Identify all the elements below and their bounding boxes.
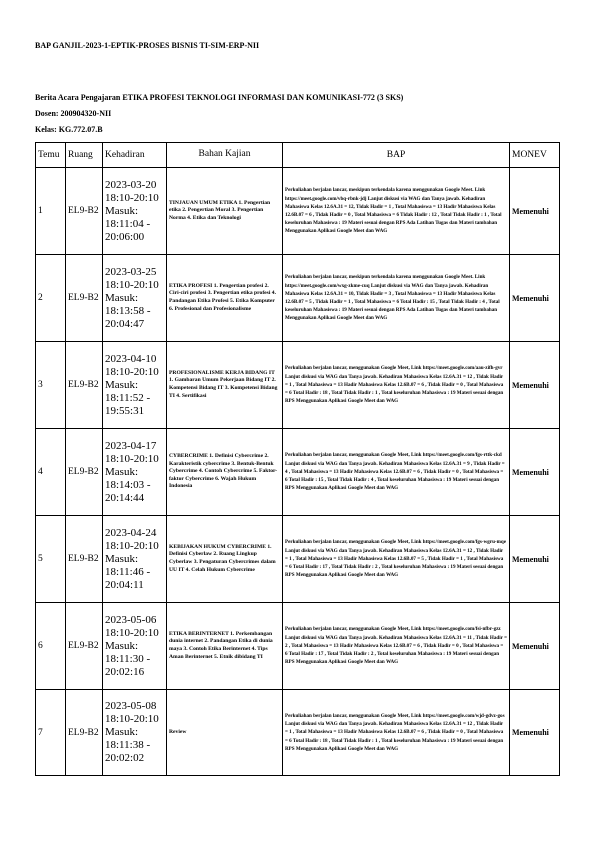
cell-bap: Perkuliahan berjalan lancar, menggunakan Google Meet, Link https://meet.google.com/fgs-rttk-ckd Lanjut diskusi via WAG dan Tanya jawab. Kehadiran Mahasiswa Kelas 12.6A.31 = 9 , Tidak Hadir = 4 , Total Mahasiswa = 13 Hadir Mahasiswa Kelas 12.6B.07 = 6 , Tidak Hadir = 0 , Total Mahasiswa = 6 Total Hadir : 15 , Total Tidak Hadir : 4 , Total keseluruhan Mahasiswa : 19 Materi sesuai dengan RPS Menggunakan Aplikasi Google Meet dan WAG (283, 429, 510, 516)
keluar-time: 20:06:00 (105, 230, 145, 243)
cell-ruang: EL9-B2 (66, 603, 103, 690)
session-time: 18:10-20:10 (105, 365, 159, 378)
table-row (36, 429, 560, 516)
cell-temu: 5 (36, 516, 66, 603)
cell-ruang: EL9-B2 (66, 516, 103, 603)
cell-kehadiran (103, 168, 167, 255)
session-time: 18:10-20:10 (105, 539, 159, 552)
masuk-label: Masuk: (105, 204, 138, 217)
session-date: 2023-03-25 (105, 265, 157, 278)
cell-kehadiran (103, 429, 167, 516)
masuk-time: 18:11:46 - (105, 565, 151, 578)
session-date: 2023-03-20 (105, 178, 157, 191)
cell-bahan-kajian: Review (167, 690, 283, 776)
table-row (36, 168, 560, 255)
cell-ruang: EL9-B2 (66, 342, 103, 429)
cell-temu: 4 (36, 429, 66, 516)
masuk-label: Masuk: (105, 291, 138, 304)
cell-monev: Memenuhi (510, 168, 560, 255)
cell-bahan-kajian: ETIKA BERINTERNET 1. Perkembangan dunia internet 2. Pandangan Etika di dunia maya 3. Contoh Etika Berinternet 4. Tips Aman Berinternet 5. Etnik dibidang TI (167, 603, 283, 690)
masuk-time: 18:11:30 - (105, 652, 151, 665)
session-date: 2023-04-10 (105, 352, 157, 365)
cell-kehadiran (103, 690, 167, 776)
cell-bahan-kajian: TINJAUAN UMUM ETIKA 1. Pengertian etika 2. Pengertian Moral 3. Pengertian Norma 4. Etika dan Teknologi (167, 168, 283, 255)
session-date: 2023-05-06 (105, 613, 157, 626)
masuk-time: 18:11:52 - (105, 391, 151, 404)
cell-kehadiran (103, 255, 167, 342)
session-time: 18:10-20:10 (105, 278, 159, 291)
session-date: 2023-04-17 (105, 439, 157, 452)
session-date: 2023-04-24 (105, 526, 157, 539)
cell-bahan-kajian: ETIKA PROFESI 1. Pengertian profesi 2. Ciri-ciri profesi 3. Pengertian etika profesi 4. Pandangan Etika Profesi 5. Etika Komputer 6. Profesional dan Profesionalisme (167, 255, 283, 342)
cell-monev: Memenuhi (510, 690, 560, 776)
cell-bap: Perkuliahan berjalan lancar, menggunakan Google Meet, Link https://meet.google.com/wjd-gdvz-gos Lanjut diskusi via WAG dan Tanya jawab. Kehadiran Mahasiswa Kelas 12.6A.31 = 12 , Tidak Hadir = 1 , Total Mahasiswa = 13 Hadir Mahasiswa Kelas 12.6B.07 = 6 , Tidak Hadir = 0 , Total Mahasiswa = 6 Total Hadir : 18 , Total Tidak Hadir : 1 , Total keseluruhan Mahasiswa : 19 Materi sesuai dengan RPS Menggunakan Aplikasi Google Meet dan WAG (283, 690, 510, 776)
session-time: 18:10-20:10 (105, 191, 159, 204)
cell-temu: 6 (36, 603, 66, 690)
cell-kehadiran (103, 342, 167, 429)
cell-monev: Memenuhi (510, 603, 560, 690)
masuk-label: Masuk: (105, 465, 138, 478)
cell-temu: 2 (36, 255, 66, 342)
cell-bahan-kajian: CYBERCRIME 1. Definisi Cybercrime 2. Karakteristik cybercrime 3. Bentuk-Bentuk Cybercrime 4. Contoh Cybercrime 5. Faktor-faktor Cybercrime 6. Wajah Hukum Indonesia (167, 429, 283, 516)
masuk-time: 18:13:58 - (105, 304, 151, 317)
class-code: Kelas: KG.772.07.B (35, 125, 103, 134)
session-time: 18:10-20:10 (105, 713, 159, 725)
keluar-time: 20:04:47 (105, 317, 145, 330)
keluar-time: 20:04:11 (105, 578, 144, 591)
masuk-label: Masuk: (105, 639, 138, 652)
cell-bap: Perkuliahan berjalan lancar, meskipun terkendala karena menggunakan Google Meet. Link https://meet.google.com/wxg-zkme-cuq Lanjut diskusi via WAG dan Tanya jawab. Kehadiran Mahasiswa Kelas 12.6A.31 = 10, Tidak Hadir = 3 , Total Mahasiswa = 13 Hadir Mahasiswa Kelas 12.6B.07 = 5 , Tidak Hadir = 1 , Total Mahasiswa = 6 Total Hadir : 15 , Total Tidak Hadir : 4 , Total keseluruhan Mahasiswa : 19 Materi sesuai dengan RPS Ada Latihan Tugas dan Materi tambahan Menggunakan Aplikasi Google Meet dan WAG (283, 255, 510, 342)
cell-kehadiran (103, 516, 167, 603)
table-row (36, 342, 560, 429)
cell-ruang: EL9-B2 (66, 255, 103, 342)
cell-bahan-kajian: PROFESIONALISME KERJA BIDANG IT 1. Gambaran Umum Pekerjaan Bidang IT 2. Kompetensi Bidang IT 3. Kompetensi Bidang TI 4. Sertifikasi (167, 342, 283, 429)
bap-table (35, 142, 560, 776)
cell-bap: Perkuliahan berjalan lancar, menggunakan Google Meet, Link https://meet.google.com/fsi-nfbr-gzz Lanjut diskusi via WAG dan Tanya jawab. Kehadiran Mahasiswa Kelas 12.6A.31 = 11 , Tidak Hadir = 2 , Total Mahasiswa = 13 Hadir Mahasiswa Kelas 12.6B.07 = 6 , Tidak Hadir = 0 , Total Mahasiswa = 6 Total Hadir : 17 , Total Tidak Hadir : 2 , Total keseluruhan Mahasiswa : 19 Materi sesuai dengan RPS Menggunakan Aplikasi Google Meet dan WAG (283, 603, 510, 690)
col-header-temu: Temu (36, 143, 66, 168)
table-row (36, 516, 560, 603)
course-heading: Berita Acara Pengajaran ETIKA PROFESI TEKNOLOGI INFORMASI DAN KOMUNIKASI-772 (3 SKS) (35, 93, 404, 102)
masuk-time: 18:11:04 - (105, 217, 151, 230)
document-title: BAP GANJIL-2023-1-EPTIK-PROSES BISNIS TI-SIM-ERP-NII (35, 41, 260, 50)
masuk-label: Masuk: (105, 552, 138, 565)
cell-ruang: EL9-B2 (66, 690, 103, 776)
cell-monev: Memenuhi (510, 342, 560, 429)
keluar-time: 20:14:44 (105, 491, 145, 504)
col-header-kehadiran: Kehadiran (103, 143, 167, 168)
cell-bap: Perkuliahan berjalan lancar, menggunakan Google Meet, Link https://meet.google.com/fgs-wgru-mqe Lanjut diskusi via WAG dan Tanya jawab. Kehadiran Mahasiswa Kelas 12.6A.31 = 12 , Tidak Hadir = 1 , Total Mahasiswa = 13 Hadir Mahasiswa Kelas 12.6B.07 = 5 , Tidak Hadir = 1 , Total Mahasiswa = 6 Total Hadir : 17 , Total Tidak Hadir : 2 , Total keseluruhan Mahasiswa : 19 Materi sesuai dengan RPS Menggunakan Aplikasi Google Meet dan WAG (283, 516, 510, 603)
cell-temu: 1 (36, 168, 66, 255)
masuk-label: Masuk: (105, 726, 138, 738)
col-header-bap: BAP (283, 143, 510, 168)
col-header-ruang: Ruang (66, 143, 103, 168)
cell-ruang: EL9-B2 (66, 429, 103, 516)
table-row (36, 603, 560, 690)
keluar-time: 20:02:02 (105, 752, 145, 764)
masuk-time: 18:14:03 - (105, 478, 151, 491)
session-time: 18:10-20:10 (105, 626, 159, 639)
cell-bahan-kajian: KEBIJAKAN HUKUM CYBERCRIME 1. Definisi Cyberlaw 2. Ruang Lingkup Cyberlaw 3. Pengaturan Cybercrimes dalam UU IT 4. Celah Hukum Cybercrime (167, 516, 283, 603)
col-header-bahan-kajian: Bahan Kajian (167, 143, 283, 168)
cell-bap: Perkuliahan berjalan lancar, meskipun terkendala karena menggunakan Google Meet. Link https://meet.google.com/vbq-rbnk-jdj Lanjut diskusi via WAG dan Tanya jawab. Kehadiran Mahasiswa Kelas 12.6A.31 = 12, Tidak Hadir = 1 , Total Mahasiswa = 13 Hadir Mahasiswa Kelas 12.6B.07 = 6 , Tidak Hadir = 0 , Total Mahasiswa = 6 Tidak Hadir : 12 , Total Tidak Hadir : 1 , Total keseluruhan Mahasiswa : 19 Materi sesuai dengan RPS Ada Latihan Tugas dan Materi tambahan Menggunakan Aplikasi Google Meet dan WAG (283, 168, 510, 255)
keluar-time: 19:55:31 (105, 404, 145, 417)
cell-kehadiran (103, 603, 167, 690)
cell-bap: Perkuliahan berjalan lancar, menggunakan Google Meet, Link https://meet.google.com/aau-zifh-gvr Lanjut diskusi via WAG dan Tanya jawab. Kehadiran Mahasiswa Kelas 12.6A.31 = 12 , Tidak Hadir = 1 , Total Mahasiswa = 13 Hadir Mahasiswa Kelas 12.6B.07 = 6 , Tidak Hadir = 0 , Total Mahasiswa = 6 Total Hadir : 18 , Total Tidak Hadir : 1 , Total keseluruhan Mahasiswa : 19 Materi sesuai dengan RPS Menggunakan Aplikasi Google Meet dan WAG (283, 342, 510, 429)
table-row (36, 690, 560, 776)
cell-temu: 3 (36, 342, 66, 429)
session-time: 18:10-20:10 (105, 452, 159, 465)
session-date: 2023-05-08 (105, 700, 157, 712)
lecturer-id: Dosen: 200904320-NII (35, 109, 112, 118)
cell-temu: 7 (36, 690, 66, 776)
masuk-time: 18:11:38 - (105, 739, 151, 751)
cell-monev: Memenuhi (510, 516, 560, 603)
col-header-monev: MONEV (510, 143, 560, 168)
cell-ruang: EL9-B2 (66, 168, 103, 255)
keluar-time: 20:02:16 (105, 665, 145, 678)
masuk-label: Masuk: (105, 378, 138, 391)
table-header-row (36, 143, 560, 168)
table-row (36, 255, 560, 342)
cell-monev: Memenuhi (510, 429, 560, 516)
cell-monev: Memenuhi (510, 255, 560, 342)
